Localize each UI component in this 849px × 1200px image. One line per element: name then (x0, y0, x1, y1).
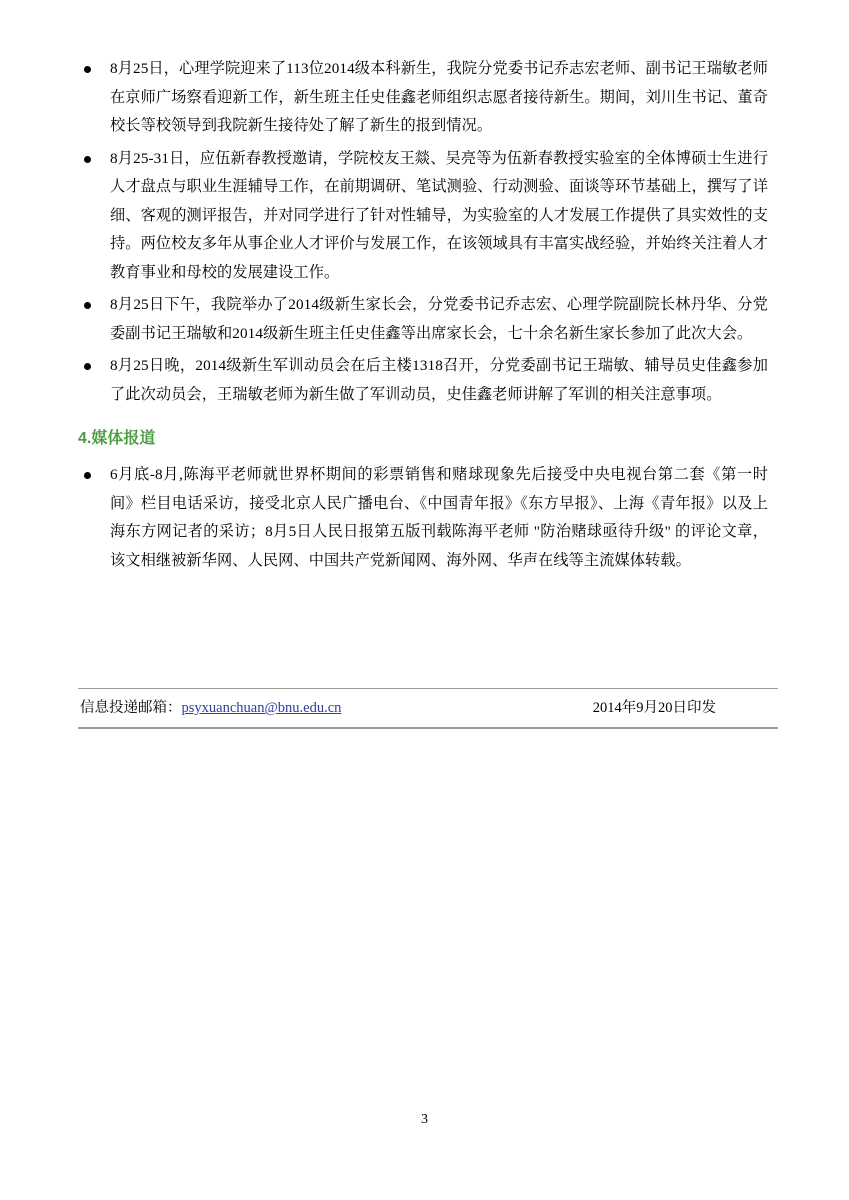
footer-divider-bottom (78, 727, 778, 729)
bullet-dot-icon (84, 156, 91, 163)
document-content (78, 55, 768, 575)
page-footer (78, 688, 778, 729)
footer-email-link[interactable]: psyxuanchuan@bnu.edu.cn (181, 700, 342, 716)
page-number: 3 (421, 1112, 428, 1127)
footer-row (78, 689, 778, 725)
footer-date: 2014年9月20日印发 (592, 700, 716, 716)
list-item-text: 8月25-31日，应伍新春教授邀请，学院校友王燚、吴亮等为伍新春教授实验室的全体博硕士生进行人才盘点与职业生涯辅导工作，在前期调研、笔试测验、行动测验、面谈等环节基础上，撰写了详细、客观的测评报告，并对同学进行了针对性辅导，为实验室的人才发展工作提供了具实效性的支持。两位校友多年从事企业人才评价与发展工作，在该领域具有丰富实战经验，并始终关注着人才教育事业和母校的发展建设工作。 (110, 149, 768, 281)
bullet-list-news (78, 55, 768, 409)
list-item (78, 352, 768, 409)
list-item-text: 8月25日晚，2014级新生军训动员会在后主楼1318召开，分党委副书记王瑞敏、辅导员史佳鑫参加了此次动员会，王瑞敏老师为新生做了军训动员，史佳鑫老师讲解了军训的相关注意事项。 (110, 357, 768, 403)
bullet-dot-icon (84, 472, 91, 479)
bullet-dot-icon (84, 363, 91, 370)
bullet-dot-icon (84, 66, 91, 73)
list-item (78, 291, 768, 348)
list-item-text: 8月25日下午，我院举办了2014级新生家长会，分党委书记乔志宏、心理学院副院长林丹华、分党委副书记王瑞敏和2014级新生班主任史佳鑫等出席家长会，七十余名新生家长参加了此次大会。 (110, 296, 768, 342)
list-item (78, 461, 768, 575)
bullet-dot-icon (84, 302, 91, 309)
footer-contact (80, 695, 341, 721)
list-item-text: 8月25日，心理学院迎来了113位2014级本科新生，我院分党委书记乔志宏老师、副书记王瑞敏老师在京师广场察看迎新工作，新生班主任史佳鑫老师组织志愿者接待新生。期间，刘川生书记、董奇校长等校领导到我院新生接待处了解了新生的报到情况。 (110, 60, 768, 134)
section-heading-media-coverage: 4.媒体报道 (78, 430, 156, 447)
list-item (78, 145, 768, 288)
list-item-text: 6月底-8月,陈海平老师就世界杯期间的彩票销售和赌球现象先后接受中央电视台第二套《第一时间》栏目电话采访，接受北京人民广播电台、《中国青年报》《东方早报》、上海《青年报》以及上海东方网记者的采访；8月5日人民日报第五版刊载陈海平老师 "防治赌球亟待升级" 的评论文章，该文相继被新华网、人民网、中国共产党新闻网、海外网、华声在线等主流媒体转载。 (110, 466, 768, 569)
footer-contact-label: 信息投递邮箱： (80, 700, 182, 716)
list-item (78, 55, 768, 141)
bullet-list-media-coverage (78, 461, 768, 575)
